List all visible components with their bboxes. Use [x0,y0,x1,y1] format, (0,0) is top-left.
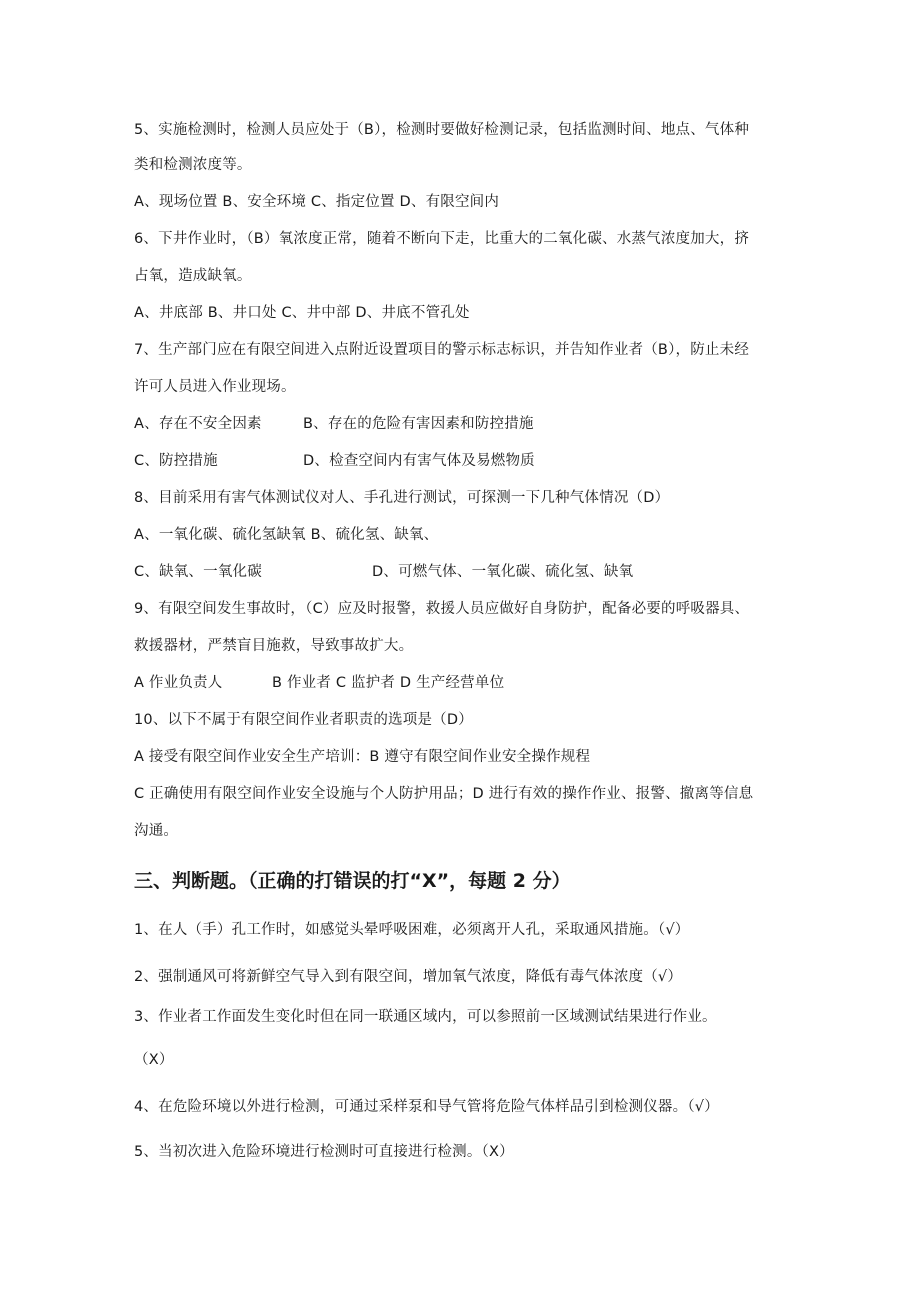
question-10-options-ab: A 接受有限空间作业安全生产培训：B 遵守有限空间作业安全操作规程 [134,749,591,765]
judgment-3-answer: （X） [134,1052,174,1068]
question-7-text-cont: 许可人员进入作业现场。 [134,379,296,395]
question-7-option-c: C、防控措施 [134,453,218,469]
question-10-options-cd-cont: 沟通。 [134,823,179,839]
question-7-option-a: A、存在不安全因素 [134,416,262,432]
question-9-options-bcd: B 作业者 C 监护者 D 生产经营单位 [272,675,505,691]
question-10-text: 10、以下不属于有限空间作业者职责的选项是（D） [134,712,473,728]
question-5-options: A、现场位置 B、安全环境 C、指定位置 D、有限空间内 [134,194,500,210]
judgment-3: 3、作业者工作面发生变化时但在同一联通区域内，可以参照前一区域测试结果进行作业。 [134,1009,717,1025]
question-9-text-cont: 救援器材，严禁盲目施救，导致事故扩大。 [134,638,414,654]
question-10-options-cd: C 正确使用有限空间作业安全设施与个人防护用品；D 进行有效的操作作业、报警、撤离等信息 [134,786,754,802]
question-8-option-c: C、缺氧、一氧化碳 [134,564,262,580]
question-8-option-d: D、可燃气体、一氧化碳、硫化氢、缺氧 [372,564,634,580]
judgment-2: 2、强制通风可将新鲜空气导入到有限空间，增加氧气浓度，降低有毒气体浓度（√） [134,969,683,985]
question-6-options: A、井底部 B、井口处 C、井中部 D、井底不管孔处 [134,305,470,321]
question-8-text: 8、目前采用有害气体测试仪对人、手孔进行测试，可探测一下几种气体情况（D） [134,490,670,506]
question-9-option-a: A 作业负责人 [134,675,223,691]
question-5-text-cont: 类和检测浓度等。 [134,157,252,173]
question-7-option-d: D、检查空间内有害气体及易燃物质 [303,453,535,469]
judgment-5: 5、当初次进入危险环境进行检测时可直接进行检测。（X） [134,1144,514,1160]
question-5-text: 5、实施检测时，检测人员应处于（B），检测时要做好检测记录，包括监测时间、地点、气体种 [134,122,750,138]
question-8-options-ab: A、一氧化碳、硫化氢缺氧 B、硫化氢、缺氧、 [134,527,439,543]
section-3-heading: 三、判断题。（正确的打错误的打“X”，每题 2 分） [134,870,571,892]
question-6-text-cont: 占氧，造成缺氧。 [134,268,252,284]
judgment-4: 4、在危险环境以外进行检测，可通过采样泵和导气管将危险气体样品引到检测仪器。（√） [134,1099,719,1115]
question-7-text: 7、生产部门应在有限空间进入点附近设置项目的警示标志标识，并告知作业者（B），防止未经 [134,342,750,358]
question-7-option-b: B、存在的危险有害因素和防控措施 [303,416,534,432]
question-9-text: 9、有限空间发生事故时，（C）应及时报警，救援人员应做好自身防护，配备必要的呼吸器具、 [134,601,750,617]
judgment-1: 1、在人（手）孔工作时，如感觉头晕呼吸困难，必须离开人孔，采取通风措施。（√） [134,922,690,938]
question-6-text: 6、下井作业时，（B）氧浓度正常，随着不断向下走，比重大的二氧化碳、水蒸气浓度加大，挤 [134,231,750,247]
